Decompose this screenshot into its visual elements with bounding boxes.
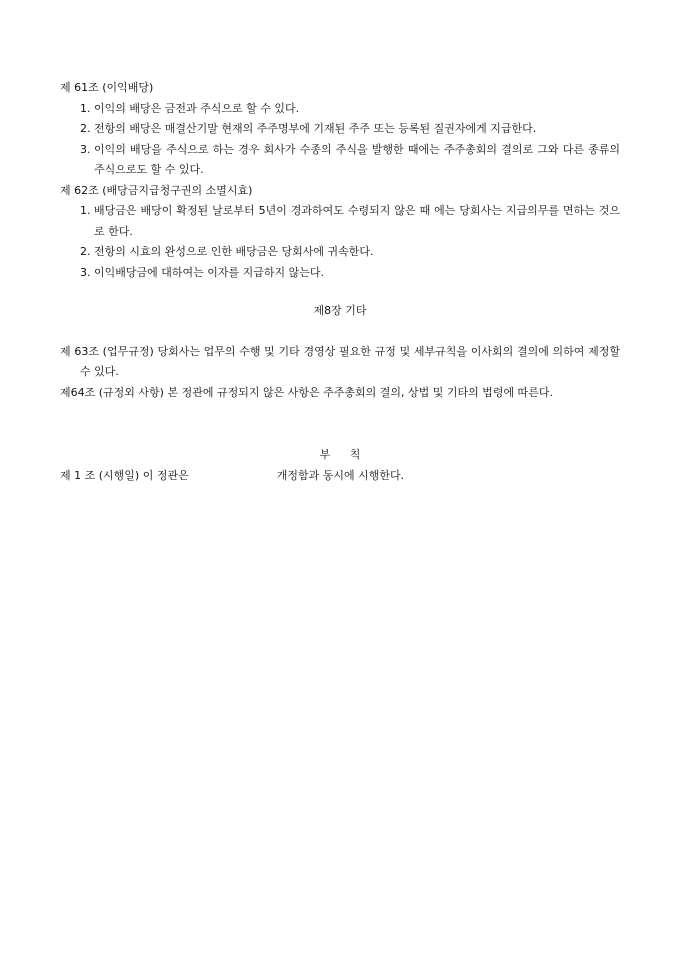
article-61	[60, 78, 620, 181]
item-text: 이익배당금에 대하여는 이자를 지급하지 않는다.	[94, 265, 325, 279]
chapter-8-heading: 제8장 기타	[313, 304, 367, 317]
item-text: 이익의 배당을 주식으로 하는 경우 회사가 수종의 주식을 발행한 때에는 주주총회의 결의로 그와 다른 종류의 주식으로도 할 수 있다.	[94, 142, 620, 176]
article-64: 제64조 (규정외 사항) 본 정관에 규정되지 않은 사항은 주주총회의 결의, 상법 및 기타의 법령에 따른다.	[60, 385, 553, 399]
item-text: 전항의 시효의 완성으로 인한 배당금은 당회사에 귀속한다.	[94, 245, 374, 258]
appendix-article-1	[60, 466, 620, 487]
article-62-item-2	[60, 242, 620, 263]
item-text: 배당금은 배당이 확정된 날로부터 5년이 경과하여도 수령되지 않은 때 에는 당회사는 지급의무를 면하는 것으로 한다.	[94, 204, 620, 238]
appendix-article-1-suffix: 개정함과 동시에 시행한다.	[276, 468, 405, 482]
article-62-item-1	[60, 201, 620, 242]
item-text: 전항의 배당은 매결산기말 현재의 주주명부에 기재된 주주 또는 등록된 질권자에게 지급한다.	[94, 122, 537, 135]
article-62-item-3	[60, 263, 620, 284]
article-63: 제 63조 (업무규정) 당회사는 업무의 수행 및 기타 경영상 필요한 규정 및 세부규칙을 이사회의 결의에 의하여 제정할 수 있다.	[60, 344, 620, 378]
appendix-title: 부 칙	[319, 448, 361, 461]
article-62	[60, 181, 620, 284]
item-number: 3.	[80, 142, 91, 156]
item-number: 2.	[80, 122, 91, 135]
article-62-title: 제 62조 (배당금지급청구권의 소멸시효)	[60, 183, 253, 197]
item-number: 1.	[80, 204, 91, 217]
appendix-article-1-prefix: 제 1 조 (시행일) 이 정관은	[60, 468, 189, 482]
article-61-item-2	[60, 119, 620, 140]
item-number: 1.	[80, 101, 91, 115]
item-text: 이익의 배당은 금전과 주식으로 할 수 있다.	[94, 101, 300, 115]
document-body	[60, 78, 620, 486]
article-61-title: 제 61조 (이익배당)	[60, 81, 154, 94]
article-61-item-3	[60, 140, 620, 181]
article-61-item-1	[60, 99, 620, 120]
item-number: 3.	[80, 265, 91, 279]
item-number: 2.	[80, 245, 91, 258]
